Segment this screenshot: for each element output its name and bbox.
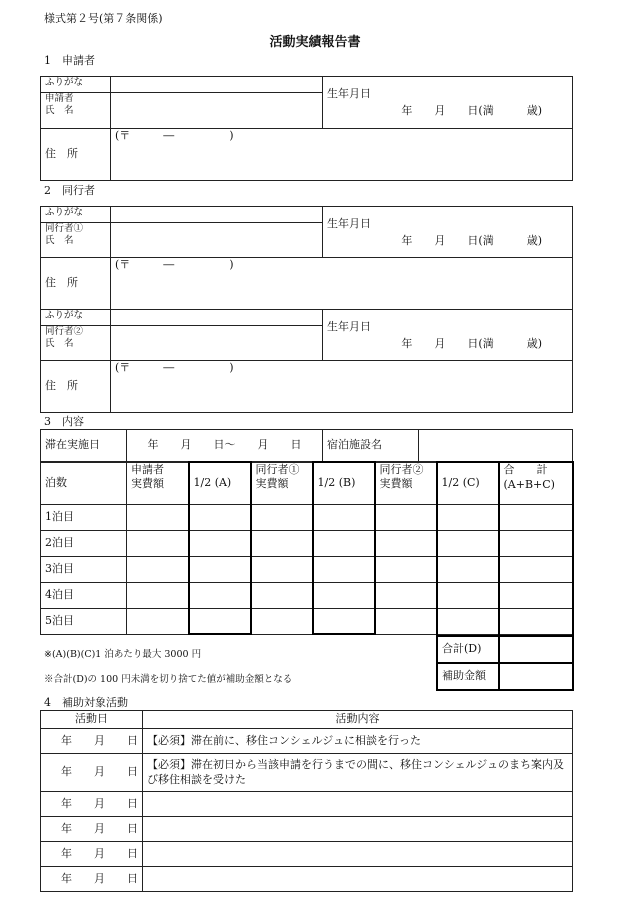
activity-date-field[interactable]: 年 月 日 <box>41 754 143 792</box>
cost-cell[interactable] <box>189 582 251 608</box>
activities-table <box>40 710 573 892</box>
activity-content-cell[interactable] <box>143 792 573 817</box>
section-heading-activities: 4 補助対象活動 <box>44 696 128 709</box>
birth-format: 年 月 日(満 歳) <box>401 336 542 350</box>
activity-content-cell[interactable] <box>143 817 573 842</box>
birth-label: 生年月日 <box>327 217 371 230</box>
address-label: 住 所 <box>41 258 111 310</box>
cost-cell[interactable] <box>375 582 437 608</box>
cost-cell[interactable] <box>313 582 375 608</box>
activity-content-cell[interactable] <box>143 867 573 892</box>
total-header: 合 計 <box>503 463 548 476</box>
cost-cell[interactable] <box>313 504 375 530</box>
companion1-label: 同行者① <box>45 223 84 234</box>
cost-cell[interactable] <box>375 530 437 556</box>
cost-cell[interactable] <box>127 582 189 608</box>
cost-cell[interactable] <box>251 530 313 556</box>
cost-cell[interactable] <box>127 608 189 634</box>
cost-cell[interactable] <box>313 530 375 556</box>
companion2-cost-header: 同行者② <box>379 462 424 476</box>
night-row-label: 5泊目 <box>41 608 127 634</box>
total-d-label: 合計(D) <box>437 636 499 663</box>
furigana-label: ふりがな <box>41 207 111 223</box>
cost-cell[interactable] <box>313 608 375 634</box>
applicant-birth-cell[interactable] <box>323 77 573 129</box>
cost-cell[interactable] <box>375 608 437 634</box>
night-row-label: 4泊目 <box>41 582 127 608</box>
total-header-sub: (A+B+C) <box>503 477 555 491</box>
cost-cell[interactable] <box>251 582 313 608</box>
nights-header: 泊数 <box>41 462 127 504</box>
furigana-label: ふりがな <box>41 310 111 326</box>
cost-cell[interactable] <box>189 504 251 530</box>
activity-content-cell[interactable] <box>143 842 573 867</box>
document-title: 活動実績報告書 <box>269 35 361 50</box>
night-row-label: 3泊目 <box>41 556 127 582</box>
birth-format: 年 月 日(満 歳) <box>401 103 542 117</box>
stay-date-field[interactable]: 年 月 日～ 月 日 <box>127 430 323 462</box>
stay-date-table <box>40 429 573 462</box>
cost-header-sub: 実費額 <box>379 477 413 491</box>
half-c-header: 1/2 (C) <box>437 462 499 504</box>
cost-cell[interactable] <box>499 556 573 582</box>
lodging-label: 宿泊施設名 <box>323 430 419 462</box>
cost-cell[interactable] <box>437 608 499 634</box>
form-number: 様式第２号(第７条関係) <box>44 12 163 25</box>
applicant-label: 申請者 <box>45 93 74 104</box>
address-label: 住 所 <box>41 129 111 181</box>
night-row-label: 2泊目 <box>41 530 127 556</box>
cost-cell[interactable] <box>437 504 499 530</box>
applicant-cost-header: 申請者 <box>131 462 164 476</box>
activity-date-field[interactable]: 年 月 日 <box>41 867 143 892</box>
cost-cell[interactable] <box>499 582 573 608</box>
name-label: 氏 名 <box>45 235 74 247</box>
companion1-name-field[interactable] <box>111 223 323 258</box>
name-label: 氏 名 <box>45 338 74 350</box>
companion1-furigana-field[interactable] <box>111 207 323 223</box>
section-heading-applicant: 1 申請者 <box>44 54 95 67</box>
activity-date-field[interactable]: 年 月 日 <box>41 792 143 817</box>
activity-date-header: 活動日 <box>41 711 143 729</box>
cost-cell[interactable] <box>313 556 375 582</box>
cost-cell[interactable] <box>127 504 189 530</box>
cost-header-sub: 実費額 <box>131 477 164 491</box>
companions-table <box>40 206 573 413</box>
activity-content-cell[interactable]: 【必須】滞在前に、移住コンシェルジュに相談を行った <box>143 729 573 754</box>
name-label: 氏 名 <box>45 105 74 117</box>
companion1-cost-header: 同行者① <box>255 462 300 476</box>
applicant-furigana-field[interactable] <box>111 77 323 93</box>
applicant-name-field[interactable] <box>111 93 323 129</box>
activity-date-field[interactable]: 年 月 日 <box>41 842 143 867</box>
cost-cell[interactable] <box>437 556 499 582</box>
note-max-amount: ※(A)(B)(C)1 泊あたり最大 3000 円 <box>44 649 202 660</box>
activity-content-cell[interactable]: 【必須】滞在初日から当該申請を行うまでの間に、移住コンシェルジュのまち案内及び移住相談を受けた <box>143 754 573 792</box>
companion1-birth-cell[interactable] <box>323 207 573 258</box>
postal-format: (〒 ― ) <box>115 361 234 374</box>
total-d-field[interactable] <box>499 636 573 663</box>
applicant-table <box>40 76 573 181</box>
cost-table <box>40 461 574 635</box>
companion2-furigana-field[interactable] <box>111 310 323 326</box>
cost-cell[interactable] <box>251 556 313 582</box>
note-rounding: ※合計(D)の 100 円未満を切り捨てた値が補助金額となる <box>44 674 293 685</box>
total-table <box>436 635 574 691</box>
cost-cell[interactable] <box>189 608 251 634</box>
cost-cell[interactable] <box>499 608 573 634</box>
postal-format: (〒 ― ) <box>115 129 234 142</box>
activity-date-field[interactable]: 年 月 日 <box>41 729 143 754</box>
cost-cell[interactable] <box>437 530 499 556</box>
section-heading-content: 3 内容 <box>44 415 84 428</box>
companion2-name-field[interactable] <box>111 326 323 361</box>
birth-label: 生年月日 <box>327 320 371 333</box>
cost-cell[interactable] <box>127 530 189 556</box>
cost-cell[interactable] <box>375 504 437 530</box>
night-row-label: 1泊目 <box>41 504 127 530</box>
cost-cell[interactable] <box>499 504 573 530</box>
cost-cell[interactable] <box>375 556 437 582</box>
cost-header-sub: 実費額 <box>255 477 289 491</box>
cost-cell[interactable] <box>251 608 313 634</box>
half-a-header: 1/2 (A) <box>189 462 251 504</box>
birth-format: 年 月 日(満 歳) <box>401 233 542 247</box>
address-label: 住 所 <box>41 361 111 413</box>
companion2-address-field[interactable] <box>111 361 573 413</box>
subsidy-label: 補助金額 <box>437 663 499 690</box>
activity-content-header: 活動内容 <box>143 711 573 729</box>
section-heading-companions: 2 同行者 <box>44 184 95 197</box>
cost-cell[interactable] <box>189 530 251 556</box>
half-b-header: 1/2 (B) <box>313 462 375 504</box>
stay-date-label: 滞在実施日 <box>41 430 127 462</box>
cost-cell[interactable] <box>499 530 573 556</box>
postal-format: (〒 ― ) <box>115 258 234 271</box>
applicant-address-field[interactable] <box>111 129 573 181</box>
birth-label: 生年月日 <box>327 87 371 100</box>
cost-cell[interactable] <box>251 504 313 530</box>
cost-cell[interactable] <box>189 556 251 582</box>
companion2-birth-cell[interactable] <box>323 310 573 361</box>
furigana-label: ふりがな <box>41 77 111 93</box>
subsidy-field[interactable] <box>499 663 573 690</box>
cost-cell[interactable] <box>127 556 189 582</box>
activity-date-field[interactable]: 年 月 日 <box>41 817 143 842</box>
companion2-label: 同行者② <box>45 326 84 337</box>
lodging-field[interactable] <box>419 430 573 462</box>
companion1-address-field[interactable] <box>111 258 573 310</box>
cost-cell[interactable] <box>437 582 499 608</box>
